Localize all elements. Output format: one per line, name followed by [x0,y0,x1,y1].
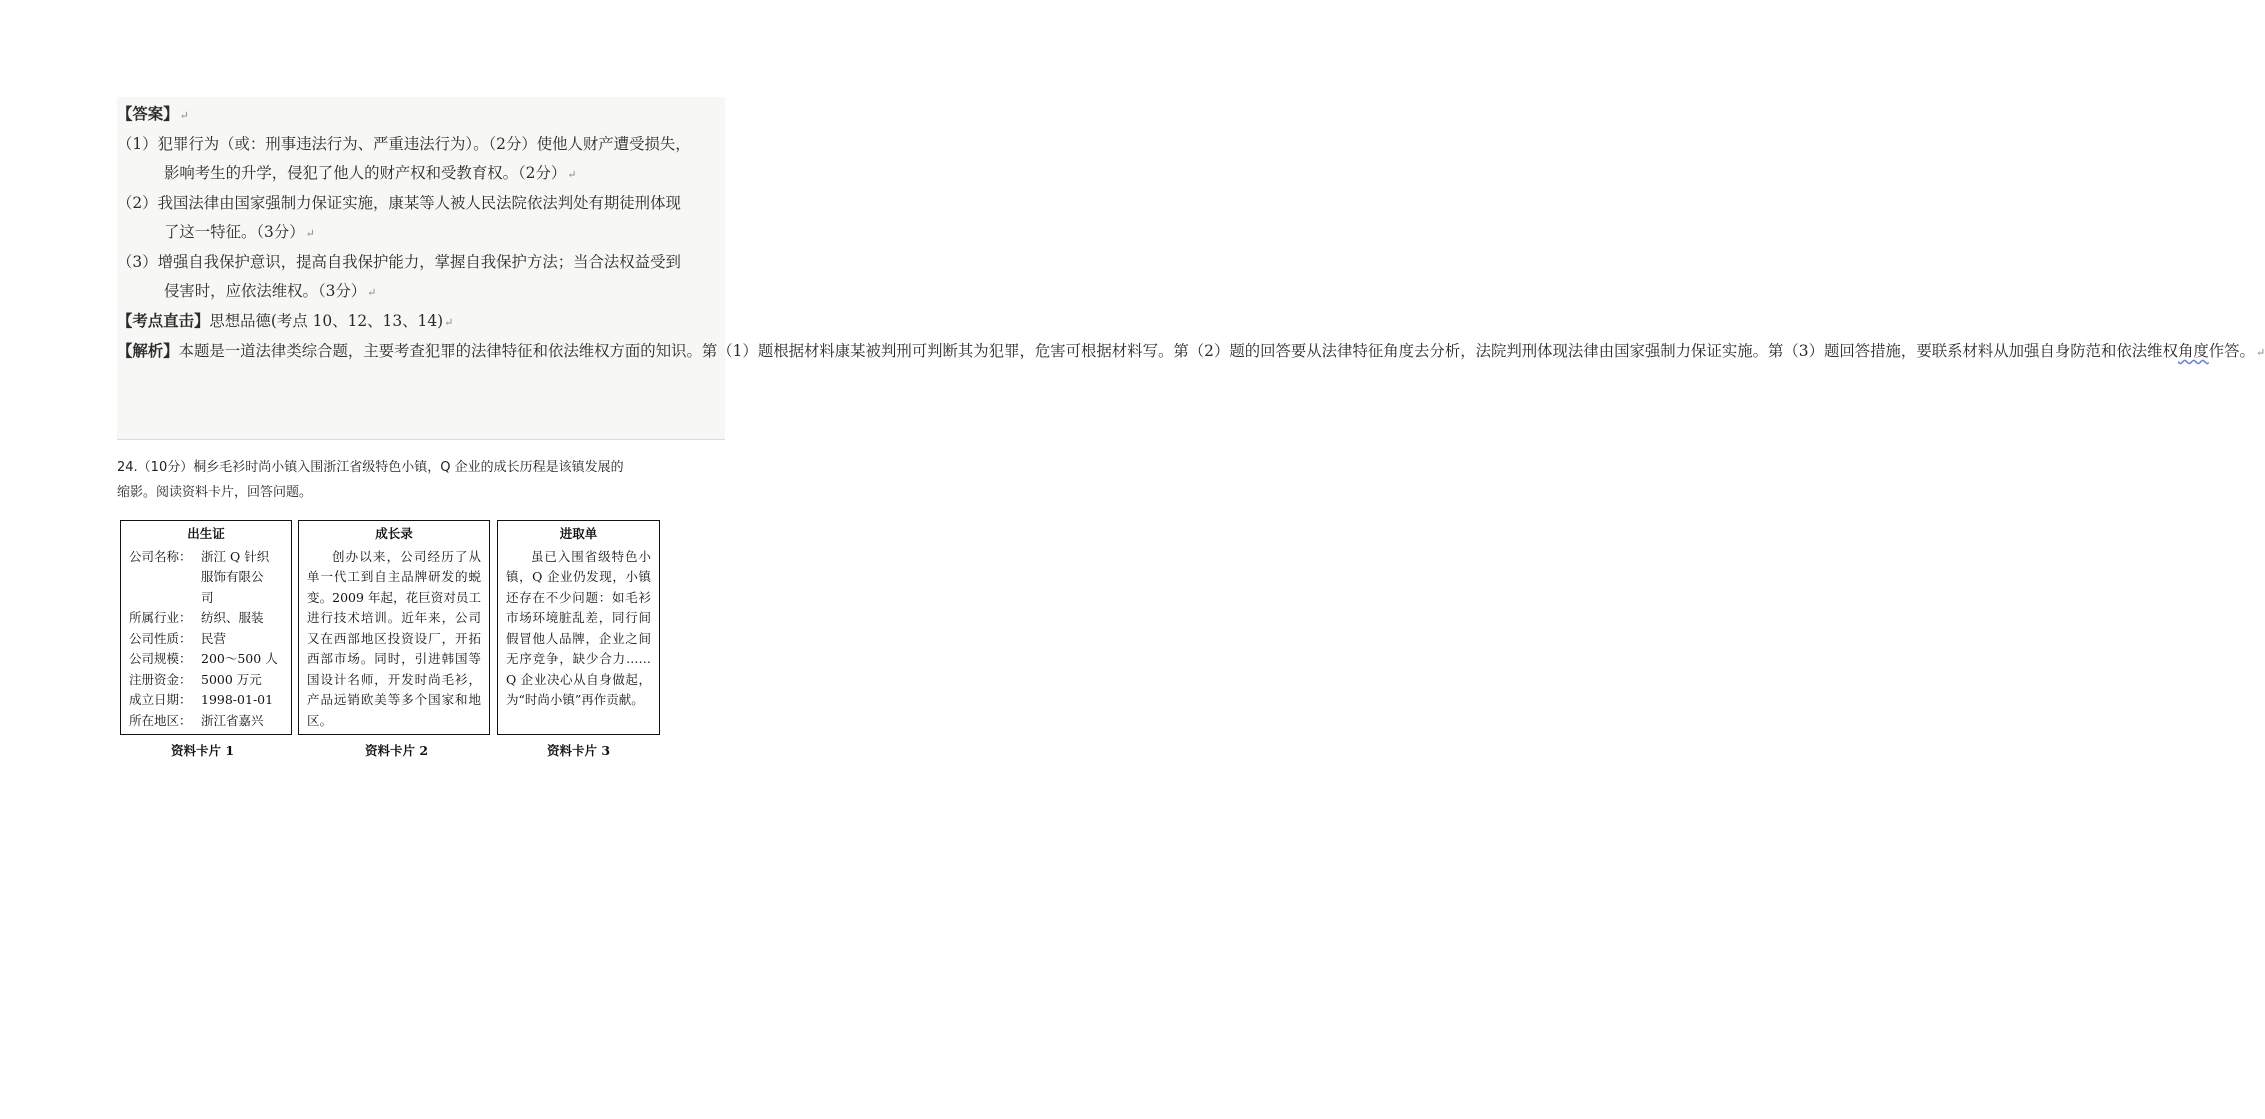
question-line-2: 缩影。阅读资料卡片，回答问题。 [117,485,313,500]
card1-title: 出生证 [187,526,225,541]
card-progress-sheet [497,520,660,735]
answer-section [117,97,2265,440]
card1-row: 司 [201,589,214,605]
question-line-1: 24.（10分）桐乡毛衫时尚小镇入围浙江省级特色小镇，Q 企业的成长历程是该镇发展的 [117,460,624,475]
card1-row: 所属行业： 纺织、服装 [129,610,264,625]
card1-row: 服饰有限公 [201,569,264,584]
card1-row: 成立日期： 1998-01-01 [129,692,274,707]
card-growth-record [298,520,490,735]
card2-caption: 资料卡片 2 [365,743,429,758]
answer-item-2-line2: 了这一特征。（3分）↵ [164,223,315,241]
card2-body: 创办以来，公司经历了从单一代工到自主品牌研发的蜕变。2009 年起，花巨资对员工进行技术培训。近年来，公司又在西部地区投资设厂，开拓西部市场。同时，引进韩国等国设计名师，开发时尚毛衫，产品远销欧美等多个国家和地区。 [307,548,481,728]
card1-row: 公司名称： 浙江 Q 针织 [129,548,270,564]
card1-row: 注册资金： 5000 万元 [129,671,262,687]
card3-body: 虽已入围省级特色小镇，Q 企业仍发现，小镇还存在不少问题：如毛衫市场环境脏乱差，同行间假冒他人品牌，企业之间无序竞争，缺少合力……Q 企业决心从自身做起，为“时尚小镇”再作贡献。 [506,548,651,707]
jiexi-paragraph: 【解析】本题是一道法律类综合题，主要考查犯罪的法律特征和依法维权方面的知识。第（1）题根据材料康某被判刑可判断其为犯罪，危害可根据材料写。第（2）题的回答要从法律特征角度去分析，法院判刑体现法律由国家强制力保证实施。第（3）题回答措施，要联系材料从加强自身防范和依法维权角度作答。↵ [117,342,2265,360]
question-24 [117,455,677,505]
card1-caption: 资料卡片 1 [171,743,235,758]
kaodian-line: 【考点直击】思想品德(考点 10、12、13、14)↵ [117,312,454,330]
card3-title: 进取单 [559,526,598,541]
card-birth-certificate [120,520,292,735]
answer-item-3-line1: （3）增强自我保护意识，提高自我保护能力，掌握自我保护方法；当合法权益受到 [117,253,681,271]
card1-row: 公司规模： 200～500 人 [129,651,278,666]
card3-caption: 资料卡片 3 [547,743,611,758]
answer-item-1-line2: 影响考生的升学，侵犯了他人的财产权和受教育权。（2分）↵ [164,164,577,182]
card2-title: 成长录 [375,526,413,541]
answer-header: 【答案】↵ [117,105,189,123]
answer-item-2-line1: （2）我国法律由国家强制力保证实施，康某等人被人民法院依法判处有期徒刑体现 [117,194,681,212]
card1-row: 所在地区： 浙江省嘉兴 [129,712,264,728]
card1-row: 公司性质： 民营 [129,630,227,646]
answer-item-3-line2: 侵害时，应依法维权。（3分）↵ [164,282,377,300]
answer-item-1-line1: （1）犯罪行为（或：刑事违法行为、严重违法行为）。（2分）使他人财产遭受损失， [117,135,691,153]
